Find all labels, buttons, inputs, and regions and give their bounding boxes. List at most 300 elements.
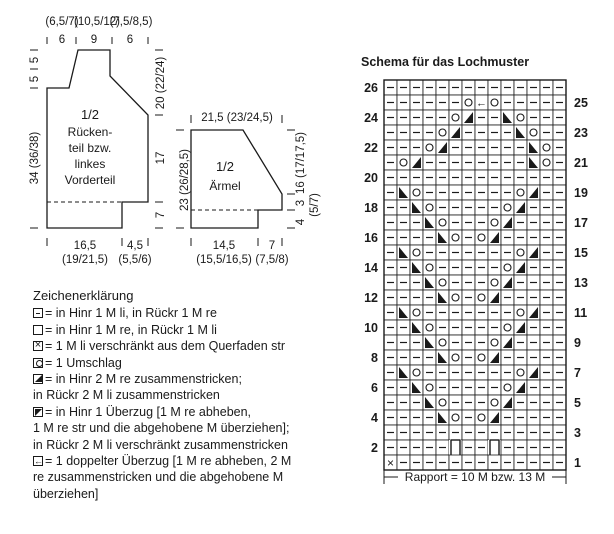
purl-cell bbox=[423, 305, 436, 320]
yarn-over-cell bbox=[475, 350, 488, 365]
purl-cell bbox=[410, 290, 423, 305]
purl-cell bbox=[397, 320, 410, 335]
purl-cell bbox=[475, 125, 488, 140]
ssk-cell bbox=[436, 350, 449, 365]
right-dim-low: 7 bbox=[155, 211, 167, 219]
purl-cell bbox=[384, 200, 397, 215]
purl-cell bbox=[514, 395, 527, 410]
purl-cell bbox=[501, 230, 514, 245]
purl-cell bbox=[449, 95, 462, 110]
purl-cell bbox=[553, 245, 566, 260]
purl-cell bbox=[540, 80, 553, 95]
purl-cell bbox=[540, 95, 553, 110]
purl-cell bbox=[501, 365, 514, 380]
legend-row bbox=[33, 371, 333, 387]
sleeve-bottom-side-sub: (7,5/8) bbox=[255, 254, 289, 266]
purl-cell bbox=[410, 80, 423, 95]
purl-cell bbox=[540, 440, 553, 455]
purl-cell bbox=[397, 395, 410, 410]
row-label-right: 17 bbox=[574, 216, 588, 230]
yarn-over-cell bbox=[540, 155, 553, 170]
purl-cell bbox=[384, 185, 397, 200]
purl-cell bbox=[384, 80, 397, 95]
purl-cell bbox=[514, 425, 527, 440]
legend-text: = in Hinr 2 M re zusammenstricken; bbox=[45, 372, 242, 387]
purl-cell bbox=[397, 260, 410, 275]
legend-title: Zeichenerklärung bbox=[33, 288, 134, 303]
purl-cell bbox=[553, 320, 566, 335]
purl-cell bbox=[501, 185, 514, 200]
k2tog-cell bbox=[488, 410, 501, 425]
purl-box-icon bbox=[33, 308, 43, 318]
row-label-left: 6 bbox=[371, 381, 378, 395]
purl-cell bbox=[488, 320, 501, 335]
purl-cell bbox=[475, 305, 488, 320]
purl-cell bbox=[397, 350, 410, 365]
purl-cell bbox=[527, 95, 540, 110]
row-label-right: 3 bbox=[574, 426, 581, 440]
row-label-left: 16 bbox=[364, 231, 378, 245]
purl-cell bbox=[384, 275, 397, 290]
row-label-right: 23 bbox=[574, 126, 588, 140]
legend-text: re zusammenstricken und die abgehobene M bbox=[33, 470, 284, 485]
purl-cell bbox=[540, 455, 553, 470]
ssk-cell bbox=[423, 335, 436, 350]
purl-cell bbox=[475, 155, 488, 170]
k2tog-cell bbox=[501, 395, 514, 410]
purl-cell bbox=[384, 260, 397, 275]
top-seg-2: 9 bbox=[90, 34, 98, 46]
sleeve-right-dim-a: 16 (17/17,5) bbox=[295, 131, 307, 195]
purl-cell bbox=[553, 410, 566, 425]
purl-cell bbox=[527, 440, 540, 455]
legend bbox=[33, 288, 333, 502]
purl-cell bbox=[553, 140, 566, 155]
purl-cell bbox=[553, 155, 566, 170]
purl-cell bbox=[436, 260, 449, 275]
purl-cell bbox=[423, 350, 436, 365]
purl-cell bbox=[462, 320, 475, 335]
purl-cell bbox=[514, 275, 527, 290]
purl-cell bbox=[553, 125, 566, 140]
purl-cell bbox=[501, 305, 514, 320]
legend-row bbox=[33, 322, 333, 338]
legend-row bbox=[33, 453, 333, 469]
purl-cell bbox=[475, 140, 488, 155]
purl-cell bbox=[488, 380, 501, 395]
purl-cell bbox=[475, 455, 488, 470]
ssk-cell bbox=[423, 395, 436, 410]
purl-cell bbox=[449, 260, 462, 275]
k2tog-cell bbox=[462, 110, 475, 125]
yarn-over-cell bbox=[449, 410, 462, 425]
legend-text: = in Hinr 1 M re, in Rückr 1 M li bbox=[45, 322, 217, 337]
top-dim-2: (10,5/12) bbox=[73, 16, 121, 28]
blank-cell bbox=[449, 440, 462, 455]
purl-cell bbox=[553, 425, 566, 440]
purl-cell bbox=[462, 305, 475, 320]
twisted-purl-icon bbox=[33, 341, 43, 351]
purl-cell bbox=[553, 230, 566, 245]
purl-cell bbox=[449, 200, 462, 215]
purl-cell bbox=[488, 110, 501, 125]
legend-text: = in Hinr 1 M li, in Rückr 1 M re bbox=[45, 306, 217, 321]
purl-cell bbox=[475, 215, 488, 230]
purl-cell bbox=[397, 380, 410, 395]
k2tog-cell bbox=[488, 230, 501, 245]
legend-row bbox=[33, 355, 333, 371]
purl-cell bbox=[436, 170, 449, 185]
purl-cell bbox=[423, 455, 436, 470]
sleeve-labels bbox=[179, 112, 321, 266]
row-label-right: 19 bbox=[574, 186, 588, 200]
blank-cell bbox=[488, 440, 501, 455]
purl-cell bbox=[436, 200, 449, 215]
sleeve-right-dim-c-sub: (5/7) bbox=[309, 193, 321, 217]
purl-cell bbox=[501, 155, 514, 170]
purl-cell bbox=[384, 110, 397, 125]
purl-cell bbox=[553, 440, 566, 455]
sleeve-bottom-main-sub: (15,5/16,5) bbox=[196, 254, 252, 266]
purl-cell bbox=[462, 440, 475, 455]
purl-cell bbox=[397, 440, 410, 455]
purl-cell bbox=[488, 260, 501, 275]
yarn-over-cell bbox=[436, 125, 449, 140]
purl-cell bbox=[410, 395, 423, 410]
row-label-right: 5 bbox=[574, 396, 581, 410]
purl-cell bbox=[410, 125, 423, 140]
yarn-over-cell bbox=[488, 335, 501, 350]
yarn-over-cell bbox=[488, 95, 501, 110]
row-label-left: 18 bbox=[364, 201, 378, 215]
purl-cell bbox=[449, 275, 462, 290]
row-label-left: 4 bbox=[371, 411, 378, 425]
purl-cell bbox=[475, 365, 488, 380]
purl-cell bbox=[488, 125, 501, 140]
purl-cell bbox=[527, 425, 540, 440]
purl-cell bbox=[462, 245, 475, 260]
purl-cell bbox=[397, 230, 410, 245]
k2tog-cell bbox=[501, 215, 514, 230]
purl-cell bbox=[514, 350, 527, 365]
back-label-line: linkes bbox=[74, 157, 106, 171]
purl-cell bbox=[553, 455, 566, 470]
yarn-over-cell bbox=[540, 140, 553, 155]
purl-cell bbox=[436, 185, 449, 200]
yarn-over-cell bbox=[410, 305, 423, 320]
purl-cell bbox=[384, 125, 397, 140]
legend-row bbox=[33, 387, 333, 403]
purl-cell bbox=[553, 200, 566, 215]
purl-cell bbox=[501, 170, 514, 185]
purl-cell bbox=[553, 350, 566, 365]
purl-cell bbox=[527, 320, 540, 335]
purl-cell bbox=[475, 110, 488, 125]
purl-cell bbox=[397, 275, 410, 290]
svg-text:×: × bbox=[386, 456, 395, 470]
purl-cell bbox=[384, 215, 397, 230]
row-label-right: 1 bbox=[574, 456, 581, 470]
purl-cell bbox=[397, 410, 410, 425]
sleeve-top-dim: 21,5 (23/24,5) bbox=[201, 112, 273, 124]
purl-cell bbox=[384, 155, 397, 170]
purl-cell bbox=[553, 380, 566, 395]
purl-cell bbox=[527, 380, 540, 395]
sleeve-right-dim-c: 4 bbox=[295, 218, 307, 226]
row-label-right: 21 bbox=[574, 156, 588, 170]
purl-cell bbox=[540, 185, 553, 200]
purl-cell bbox=[475, 440, 488, 455]
purl-cell bbox=[488, 80, 501, 95]
yarn-over-cell bbox=[397, 155, 410, 170]
top-seg-3: 6 bbox=[126, 34, 134, 46]
ssk-cell bbox=[436, 290, 449, 305]
purl-cell bbox=[540, 200, 553, 215]
yarn-over-cell bbox=[410, 245, 423, 260]
row-label-left: 26 bbox=[364, 81, 378, 95]
purl-cell bbox=[449, 395, 462, 410]
purl-cell bbox=[449, 380, 462, 395]
purl-cell bbox=[527, 80, 540, 95]
purl-cell bbox=[397, 140, 410, 155]
purl-cell bbox=[410, 425, 423, 440]
purl-cell bbox=[462, 395, 475, 410]
purl-cell bbox=[436, 95, 449, 110]
purl-cell bbox=[384, 335, 397, 350]
purl-cell bbox=[449, 305, 462, 320]
k2tog-cell bbox=[527, 365, 540, 380]
purl-cell bbox=[410, 230, 423, 245]
purl-cell bbox=[540, 125, 553, 140]
purl-cell bbox=[462, 380, 475, 395]
purl-cell bbox=[410, 335, 423, 350]
purl-cell bbox=[462, 185, 475, 200]
yarn-over-cell bbox=[488, 395, 501, 410]
purl-cell bbox=[553, 80, 566, 95]
purl-cell bbox=[540, 290, 553, 305]
purl-cell bbox=[475, 245, 488, 260]
purl-cell bbox=[436, 455, 449, 470]
k2tog-cell bbox=[527, 305, 540, 320]
purl-cell bbox=[449, 320, 462, 335]
purl-cell bbox=[475, 395, 488, 410]
purl-cell bbox=[540, 425, 553, 440]
purl-cell bbox=[501, 425, 514, 440]
back-piece-outline bbox=[47, 50, 148, 228]
purl-cell bbox=[436, 245, 449, 260]
purl-cell bbox=[488, 425, 501, 440]
row-label-left: 22 bbox=[364, 141, 378, 155]
ssk-icon bbox=[33, 407, 43, 417]
purl-cell bbox=[436, 305, 449, 320]
purl-cell bbox=[475, 335, 488, 350]
lace-chart-grid bbox=[384, 80, 566, 470]
yarn-over-cell bbox=[475, 290, 488, 305]
yarn-over-cell bbox=[501, 380, 514, 395]
yarn-over-cell bbox=[423, 320, 436, 335]
purl-cell bbox=[553, 215, 566, 230]
purl-cell bbox=[423, 440, 436, 455]
chart-title: Schema für das Lochmuster bbox=[361, 55, 530, 69]
ssk-cell bbox=[423, 275, 436, 290]
purl-cell bbox=[462, 260, 475, 275]
ssk-cell bbox=[423, 215, 436, 230]
purl-cell bbox=[449, 155, 462, 170]
purl-cell bbox=[540, 230, 553, 245]
yarn-over-cell bbox=[436, 275, 449, 290]
sleeve-bottom-main: 14,5 bbox=[212, 240, 236, 252]
purl-cell bbox=[514, 410, 527, 425]
top-dim-3: (7,5/8,5) bbox=[109, 16, 153, 28]
purl-cell bbox=[384, 410, 397, 425]
yarn-over-cell bbox=[410, 185, 423, 200]
purl-cell bbox=[423, 245, 436, 260]
purl-cell bbox=[514, 140, 527, 155]
purl-cell bbox=[488, 185, 501, 200]
purl-cell bbox=[540, 245, 553, 260]
purl-cell bbox=[540, 215, 553, 230]
purl-cell bbox=[475, 260, 488, 275]
legend-row bbox=[33, 338, 333, 354]
yarn-over-cell bbox=[514, 305, 527, 320]
yarn-over-cell bbox=[436, 215, 449, 230]
purl-cell bbox=[423, 95, 436, 110]
purl-cell bbox=[384, 380, 397, 395]
yarn-over-cell bbox=[514, 110, 527, 125]
double-decrease-icon bbox=[33, 456, 43, 466]
purl-cell bbox=[514, 155, 527, 170]
yarn-over-cell bbox=[449, 290, 462, 305]
knit-box-icon bbox=[33, 325, 43, 335]
purl-cell bbox=[462, 230, 475, 245]
purl-cell bbox=[436, 440, 449, 455]
purl-cell bbox=[462, 200, 475, 215]
purl-cell bbox=[449, 365, 462, 380]
purl-cell bbox=[501, 440, 514, 455]
purl-cell bbox=[540, 365, 553, 380]
purl-cell bbox=[397, 335, 410, 350]
row-label-right: 9 bbox=[574, 336, 581, 350]
legend-text: = 1 M li verschränkt aus dem Querfaden str bbox=[45, 339, 286, 354]
purl-cell bbox=[475, 320, 488, 335]
ssk-cell bbox=[397, 305, 410, 320]
purl-cell bbox=[449, 425, 462, 440]
double-decrease-cell bbox=[475, 95, 488, 110]
purl-cell bbox=[449, 185, 462, 200]
purl-cell bbox=[527, 350, 540, 365]
sleeve-left-dim: 23 (26/28,5) bbox=[179, 148, 191, 212]
twisted-purl-cell bbox=[384, 455, 397, 470]
purl-cell bbox=[540, 395, 553, 410]
back-fraction: 1/2 bbox=[80, 107, 100, 122]
purl-cell bbox=[553, 95, 566, 110]
purl-cell bbox=[449, 170, 462, 185]
yarn-over-cell bbox=[475, 410, 488, 425]
ssk-cell bbox=[410, 380, 423, 395]
purl-cell bbox=[410, 140, 423, 155]
left-dim-height: 34 (36/38) bbox=[29, 131, 41, 185]
purl-cell bbox=[397, 215, 410, 230]
ssk-cell bbox=[397, 365, 410, 380]
row-label-left: 12 bbox=[364, 291, 378, 305]
yarn-over-cell bbox=[475, 230, 488, 245]
purl-cell bbox=[553, 170, 566, 185]
purl-cell bbox=[436, 110, 449, 125]
k2tog-icon bbox=[33, 374, 43, 384]
yarn-over-cell bbox=[514, 185, 527, 200]
purl-cell bbox=[410, 350, 423, 365]
row-label-right: 25 bbox=[574, 96, 588, 110]
purl-cell bbox=[384, 95, 397, 110]
yarn-over-cell bbox=[527, 125, 540, 140]
purl-cell bbox=[462, 170, 475, 185]
purl-cell bbox=[423, 410, 436, 425]
ssk-cell bbox=[527, 140, 540, 155]
purl-cell bbox=[553, 290, 566, 305]
purl-cell bbox=[514, 335, 527, 350]
purl-cell bbox=[423, 125, 436, 140]
purl-cell bbox=[384, 350, 397, 365]
k2tog-cell bbox=[410, 155, 423, 170]
purl-cell bbox=[527, 335, 540, 350]
purl-cell bbox=[475, 80, 488, 95]
top-dim-1: (6,5/7) bbox=[45, 16, 79, 28]
left-dim-top2: 5 bbox=[29, 75, 41, 83]
purl-cell bbox=[553, 185, 566, 200]
purl-cell bbox=[384, 425, 397, 440]
legend-text: = 1 Umschlag bbox=[45, 355, 122, 370]
purl-cell bbox=[475, 185, 488, 200]
purl-cell bbox=[384, 305, 397, 320]
yarn-over-cell bbox=[488, 215, 501, 230]
purl-cell bbox=[436, 380, 449, 395]
purl-cell bbox=[462, 140, 475, 155]
purl-cell bbox=[410, 410, 423, 425]
purl-cell bbox=[462, 80, 475, 95]
legend-text: überziehen] bbox=[33, 486, 99, 501]
purl-cell bbox=[475, 425, 488, 440]
purl-cell bbox=[488, 155, 501, 170]
purl-cell bbox=[462, 290, 475, 305]
purl-cell bbox=[540, 410, 553, 425]
purl-cell bbox=[501, 350, 514, 365]
purl-cell bbox=[553, 365, 566, 380]
purl-cell bbox=[384, 440, 397, 455]
purl-cell bbox=[449, 80, 462, 95]
purl-cell bbox=[384, 140, 397, 155]
purl-cell bbox=[475, 170, 488, 185]
k2tog-cell bbox=[527, 245, 540, 260]
left-dim-top: 5 bbox=[29, 56, 41, 64]
purl-cell bbox=[462, 155, 475, 170]
purl-cell bbox=[488, 305, 501, 320]
purl-cell bbox=[449, 455, 462, 470]
row-label-left: 20 bbox=[364, 171, 378, 185]
purl-cell bbox=[436, 365, 449, 380]
row-label-left: 14 bbox=[364, 261, 378, 275]
purl-cell bbox=[553, 305, 566, 320]
purl-cell bbox=[527, 170, 540, 185]
row-label-right: 11 bbox=[574, 306, 588, 320]
ssk-cell bbox=[436, 410, 449, 425]
purl-cell bbox=[410, 215, 423, 230]
purl-cell bbox=[410, 110, 423, 125]
ssk-cell bbox=[436, 230, 449, 245]
purl-cell bbox=[397, 125, 410, 140]
yarn-over-cell bbox=[436, 395, 449, 410]
purl-cell bbox=[384, 395, 397, 410]
purl-cell bbox=[501, 410, 514, 425]
